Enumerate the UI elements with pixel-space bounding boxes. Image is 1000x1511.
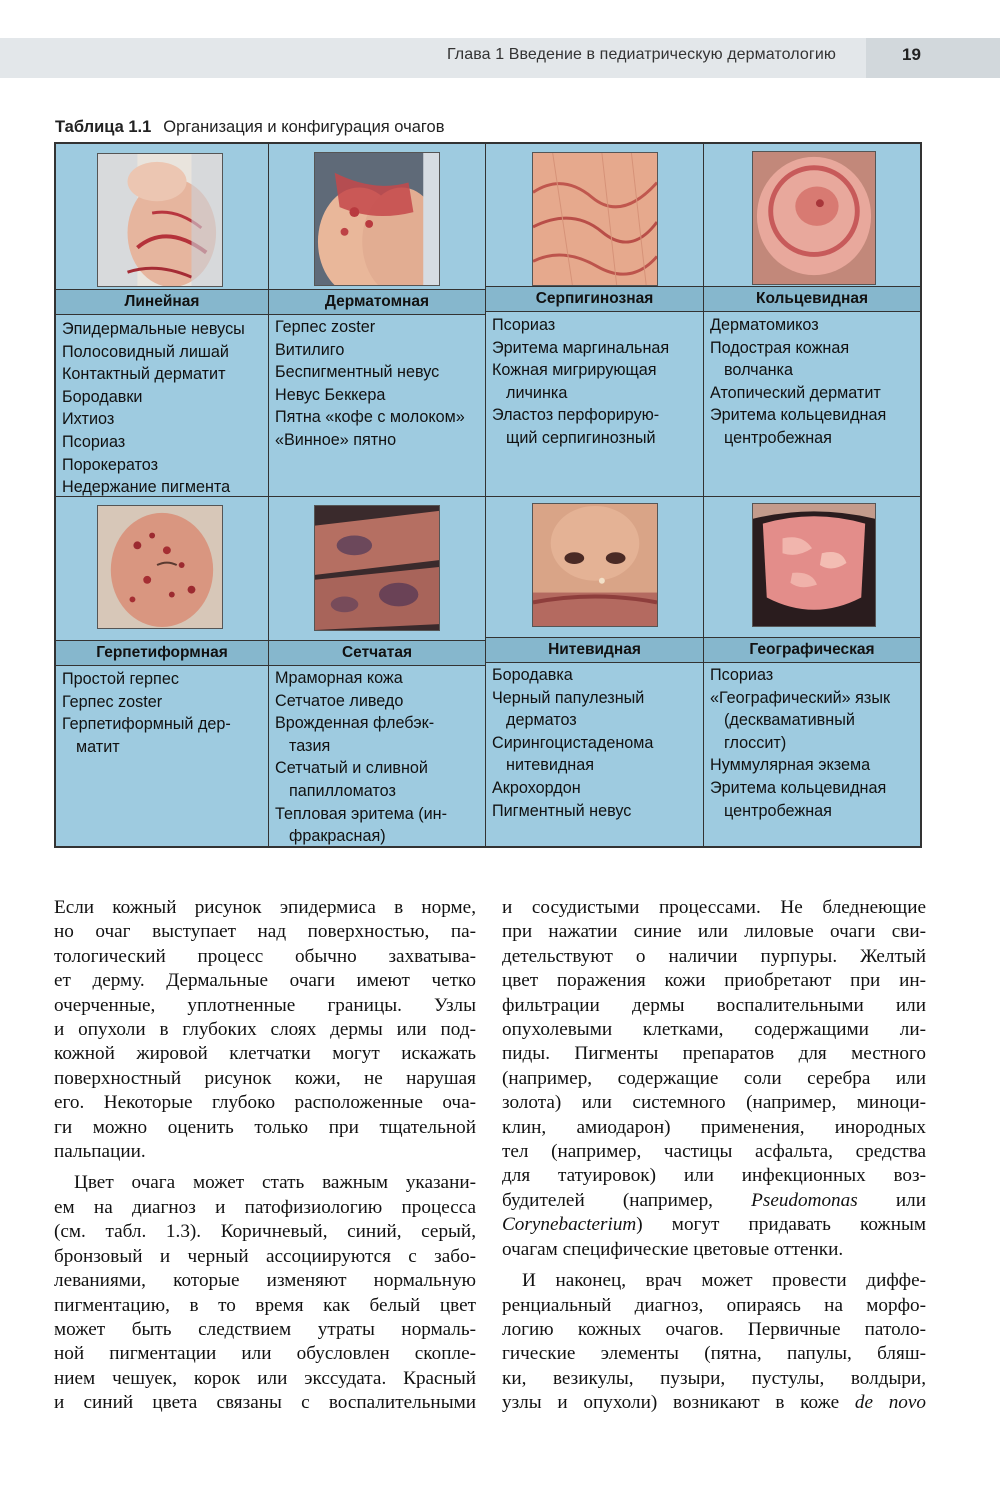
text-line [502,1213,926,1237]
text-line: пиды. Пигменты препаратов для местного [502,1043,926,1065]
list-item: Герпетиформный дер- [62,715,231,734]
text-line: (например, содержащие соли серебра или [502,1067,926,1089]
cell-filiform [486,497,704,846]
chapter-title: Глава 1 Введение в педиатрическую дерматологию [446,46,836,63]
text-line: пальпации. [54,1141,146,1163]
cell-linear [56,144,269,497]
list-item: центробежная [724,428,832,447]
list-item: Эритема кольцевидная [710,406,887,425]
text-line: может быть следствием утраты нормаль- [54,1318,476,1340]
cell-geographic [704,497,920,846]
list-item: центробежная [724,801,832,820]
italic-term: de novo [854,1392,926,1414]
text-fragment: узлы и опухоли) возникают в коже [502,1392,840,1414]
cell-reticular [269,497,486,846]
table-label: Таблица 1.1 [55,118,152,136]
text-fragment: или [895,1189,926,1211]
list-item: Витилиго [275,340,345,359]
text-line: ренциальный диагноз, опираясь на морфо- [502,1294,926,1316]
chapter-bar [0,38,866,78]
items-dermatomal [275,316,481,452]
list-item: Псориаз [492,316,556,334]
text-line: и опухоли в глубоких слоях дермы или под- [54,1019,476,1041]
list-item: Атопический дерматит [710,383,881,402]
list-item: (десквамативный [724,711,855,730]
list-item: Порокератоз [62,455,159,474]
items-herpetiform [62,668,264,758]
photo-dermatomal [314,152,440,286]
label-herpetiform: Герпетиформная [56,640,268,666]
list-item: дерматоз [506,711,577,730]
label-filiform: Нитевидная [486,637,703,663]
list-item: Дерматомикоз [710,316,819,334]
list-item: нитевидная [506,756,595,775]
list-item: тазия [289,736,331,755]
items-serpiginous [492,314,699,450]
list-item: Пятна «кофе с молоком» [275,408,465,427]
text-line: ги можно оценить только при тщательной [54,1116,476,1138]
text-fragment: будителей (например, [502,1189,713,1211]
list-item: папилломатоз [289,781,396,800]
text-line [502,1189,926,1213]
text-line: (см. табл. 1.3). Коричневый, синий, серый, [54,1221,476,1243]
list-item: Невус Беккера [275,385,386,404]
list-item: Герпес zoster [275,318,376,336]
list-item: Сетчатое ливедо [275,691,404,710]
text-line: тологический процесс обычно захватыва- [54,945,476,967]
text-line: при нажатии синие или лиловые очаги сви- [502,921,926,943]
cell-annular [704,144,920,497]
text-line: ной пигментации или обусловлен скопле- [54,1343,476,1365]
list-item: фракрасная) [289,827,386,846]
photo-linear [97,153,223,287]
text-line: и сосудистыми процессами. Не бледнеющие [502,897,926,918]
list-item: Контактный дерматит [62,365,226,384]
photo-reticular [314,505,440,631]
label-annular: Кольцевидная [704,286,920,312]
list-item: Эластоз перфорирую- [492,406,660,425]
list-item: Бородавка [492,666,573,684]
cell-dermatomal [269,144,486,497]
list-item: Сетчатый и сливной [275,759,428,778]
list-item: «Географический» язык [710,688,891,707]
list-item: Подострая кожная [710,338,850,357]
text-line: цвет поражения кожи приобретают при ин- [502,970,926,992]
body-column-left [54,896,476,1416]
label-serpiginous: Серпигинозная [486,286,703,312]
list-item: Эритема кольцевидная [710,778,887,797]
list-item: Псориаз [62,432,126,451]
cell-herpetiform [56,497,269,846]
list-item: волчанка [724,361,793,380]
list-item: Бородавки [62,387,143,406]
table-caption [55,118,445,137]
text-line: пигментацию, в то время как белый цвет [54,1294,476,1316]
running-header [0,0,1000,96]
list-item: Псориаз [710,666,774,684]
list-item: Тепловая эритема (ин- [275,804,447,823]
italic-term: Corynebacterium [502,1214,637,1236]
list-item: Нуммулярная экзема [710,756,871,775]
text-line: детельствуют о наличии пурпуры. Желтый [502,945,926,967]
photo-filiform [532,503,658,627]
photo-geographic [752,503,876,627]
label-geographic: Географическая [704,637,920,663]
configuration-table [54,142,922,848]
list-item: Недержание пигмента [62,478,231,497]
list-item: Мраморная кожа [275,669,403,687]
text-line: фильтрации дермы воспалительными или [502,994,926,1016]
list-item: Кожная мигрирующая [492,361,657,380]
text-line: ет дерму. Дермальные очаги имеют четко [54,970,476,992]
body-column-right [502,896,926,1416]
text-line: и синий цвета связаны с воспалительными [54,1392,476,1414]
text-fragment: ) могут придавать кожным [636,1214,926,1236]
list-item: Сирингоцистаденома [492,733,654,752]
items-geographic [710,664,916,822]
photo-annular [752,151,876,285]
list-item: Эпидермальные невусы [62,320,245,338]
items-filiform [492,664,699,822]
items-annular [710,314,916,450]
text-line: Цвет очага может стать важным указани- [74,1172,476,1194]
list-item: Пигментный невус [492,801,632,820]
text-line: для татуировок) или инфекционных воз- [502,1165,926,1187]
text-line: золота) или системного (например, миноци- [502,1092,926,1114]
text-line: поверхностный рисунок кожи, не нарушая [54,1067,476,1089]
photo-herpetiform [97,505,223,629]
text-line: нием чешуек, корок или экссудата. Красный [54,1367,476,1389]
list-item: Эритема маргинальная [492,338,670,357]
list-item: Простой герпес [62,670,179,688]
list-item: Полосовидный лишай [62,342,229,361]
page-number-box [866,38,1000,78]
text-line: ем на диагноз и патофизиологию процесса [54,1196,476,1218]
text-line: логию кожных очагов. Первичные патоло- [502,1318,926,1340]
list-item: Герпес zoster [62,692,163,711]
text-line [502,1391,926,1415]
list-item: Врожденная флебэк- [275,714,435,733]
list-item: матит [76,737,120,756]
text-line: клин, амиодарон) применения, инородных [502,1116,926,1138]
label-linear: Линейная [56,289,268,315]
list-item: Акрохордон [492,778,581,797]
items-linear [62,318,264,499]
items-reticular [275,667,481,848]
text-line: очагам специфические цветовые оттенки. [502,1238,844,1260]
cell-serpiginous [486,144,704,497]
text-line: леваниями, которые изменяют нормальную [54,1270,476,1292]
list-item: Черный папулезный [492,688,645,707]
text-line: тел (например, частицы асфальта, средства [502,1141,926,1163]
list-item: Беспигментный невус [275,363,440,382]
text-line: ки, везикулы, пузыри, пустулы, волдыри, [502,1367,926,1389]
label-reticular: Сетчатая [269,640,485,666]
list-item: глоссит) [724,733,787,752]
list-item: личинка [506,383,568,402]
list-item: «Винное» пятно [275,430,397,449]
table-title: Организация и конфигурация очагов [163,118,445,136]
label-dermatomal: Дерматомная [269,289,485,315]
text-line: кожной жировой клетчатки могут искажать [54,1043,476,1065]
text-line: его. Некоторые глубоко расположенные оча- [54,1092,476,1114]
photo-serpiginous [532,152,658,286]
text-line: опухолевыми клетками, содержащими ли- [502,1019,926,1041]
page-number: 19 [902,45,921,64]
list-item: Ихтиоз [62,410,115,429]
text-line: но очаг выступает над поверхностью, па- [54,921,476,943]
text-line: Если кожный рисунок эпидермиса в норме, [54,897,476,918]
text-line: бронзовый и черный ассоциируются с забо- [54,1245,476,1267]
text-line: очерченные, уплотненные границы. Узлы [54,994,476,1016]
italic-term: Pseudomonas [751,1189,858,1211]
text-line: И наконец, врач может провести диффе- [522,1270,926,1292]
list-item: щий серпигинозный [506,428,656,447]
text-line: гические элементы (пятна, папулы, бляш- [502,1343,926,1365]
